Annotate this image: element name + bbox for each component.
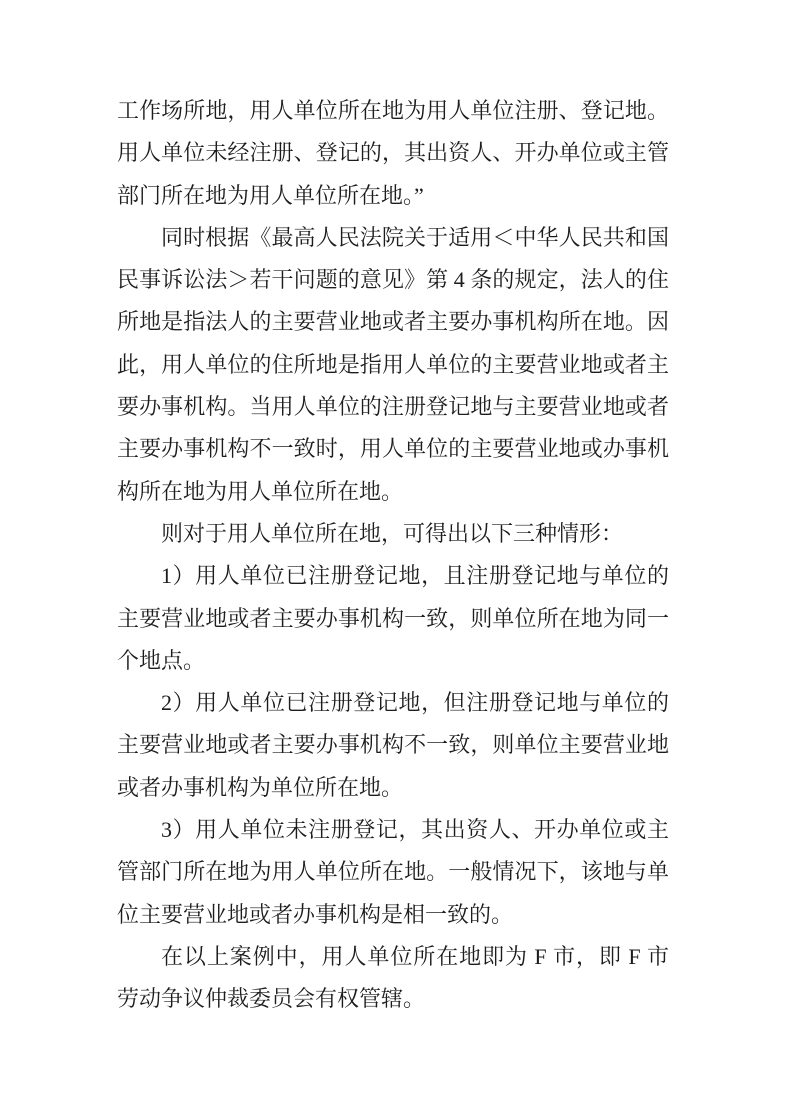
paragraph: 同时根据《最高人民法院关于适用＜中华人民共和国民事诉讼法＞若干问题的意见》第 4 条的规定，法人的住所地是指法人的主要营业地或者主要办事机构所在地。因此，用人单位的住所地是指用人单位的主要营业地或者主要办事机构。当用人单位的注册登记地与主要营业地或者主要办事机构不一致时，用人单位的主要营业地或办事机构所在地为用人单位所在地。 xyxy=(117,224,669,504)
paragraph: 则对于用人单位所在地，可得出以下三种情形： xyxy=(161,520,624,546)
paragraph: 在以上案例中，用人单位所在地即为 F 市，即 F 市劳动争议仲裁委员会有权管辖。 xyxy=(117,943,669,1012)
paragraph: 1）用人单位已注册登记地，且注册登记地与单位的主要营业地或者主要办事机构一致，则单位所在地为同一个地点。 xyxy=(117,563,669,673)
document-body xyxy=(117,90,669,1021)
paragraph: 2）用人单位已注册登记地，但注册登记地与单位的主要营业地或者主要办事机构不一致，则单位主要营业地或者办事机构为单位所在地。 xyxy=(117,690,669,800)
paragraph: 工作场所地，用人单位所在地为用人单位注册、登记地。用人单位未经注册、登记的，其出资人、开办单位或主管部门所在地为用人单位所在地。” xyxy=(117,98,669,208)
paragraph: 3）用人单位未注册登记，其出资人、开办单位或主管部门所在地为用人单位所在地。一般情况下，该地与单位主要营业地或者办事机构是相一致的。 xyxy=(117,817,669,927)
